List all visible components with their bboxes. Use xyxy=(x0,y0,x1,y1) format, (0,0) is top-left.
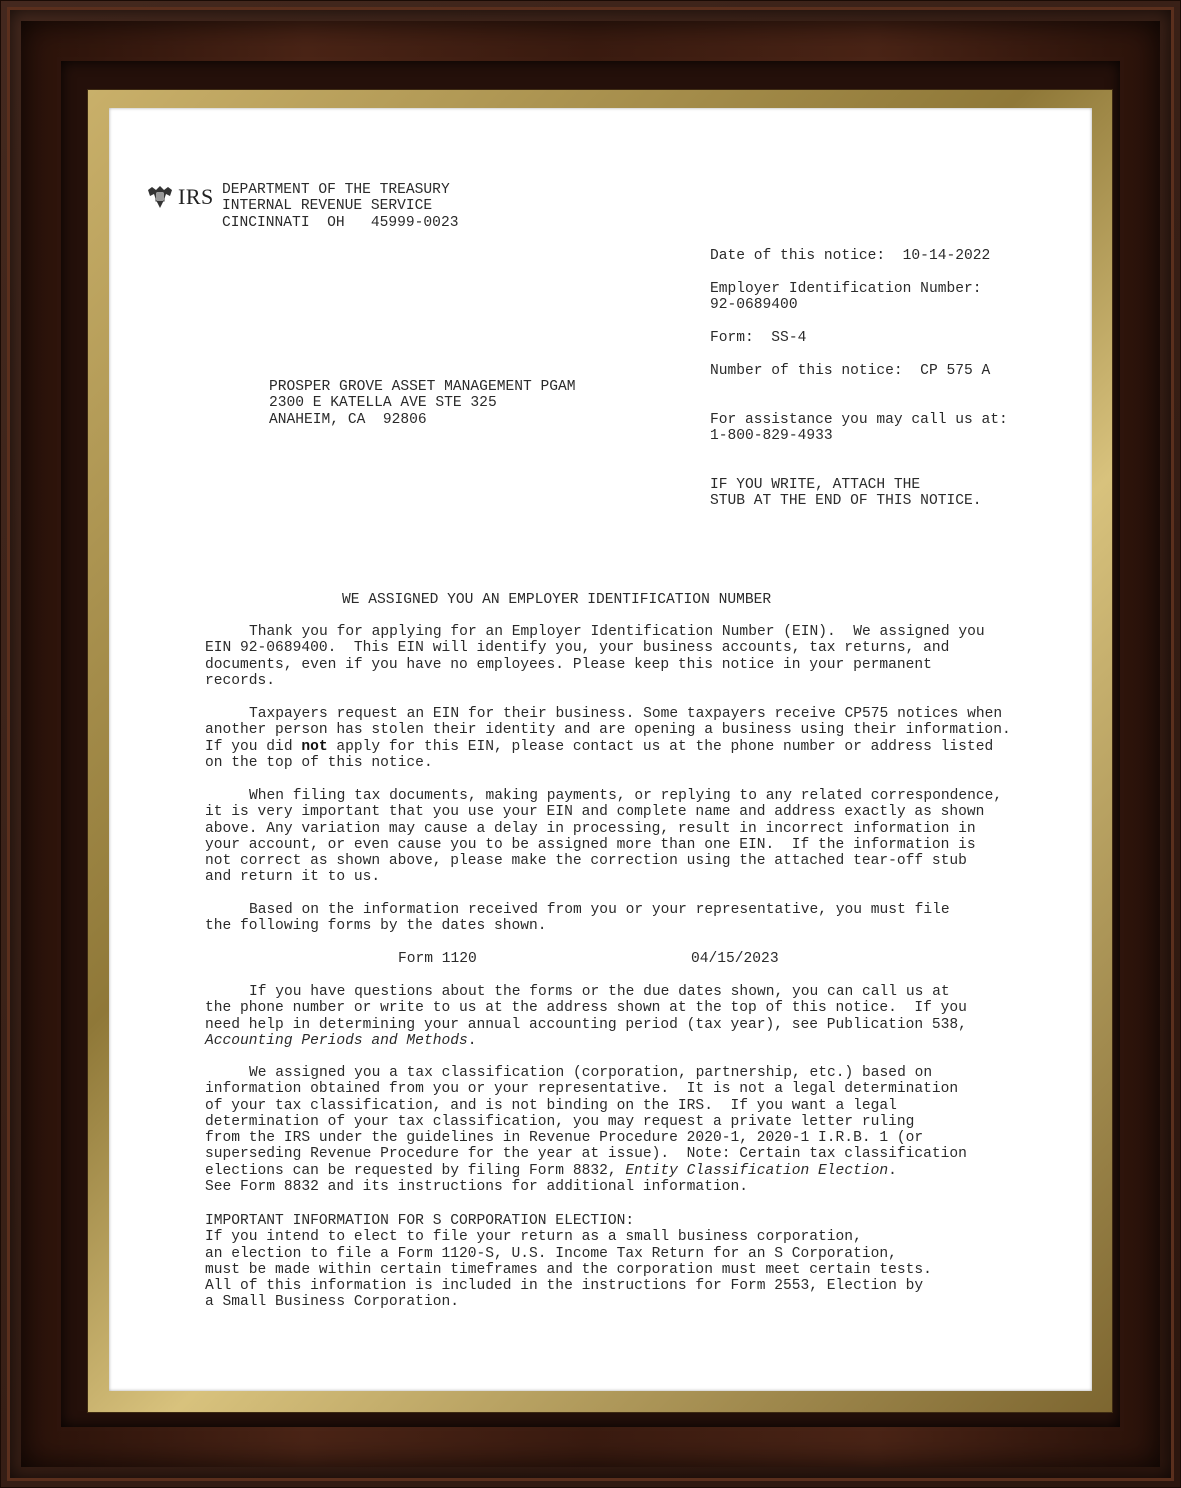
ein-value: 92-0689400 xyxy=(710,297,798,313)
paragraph-s-corp-election: IMPORTANT INFORMATION FOR S CORPORATION ELECTION: If you intend to elect to file your return as a small business corporation, an election to file a Form 1120-S, U.S. Income Tax Return for an S Corporation, must be made within certain timeframes and the corporation must meet certain tests. All of this information is included in the instructions for Form 2553, Election by a Small Business Corporation. xyxy=(205,1213,932,1311)
irs-logo xyxy=(146,184,214,210)
paragraph-filing-docs: When filing tax documents, making payments, or replying to any related correspondence, it is very important that you use your EIN and complete name and address exactly as shown above. Any variation may cause a delay in processing, result in incorrect information in your account, or even cause you to be assigned more than one EIN. If the information is not correct as shown above, please make the correction using the attached tear-off stub and return it to us. xyxy=(205,788,1003,886)
irs-eagle-icon xyxy=(146,184,174,210)
paragraph-thank-you: Thank you for applying for an Employer Identification Number (EIN). We assigned you EIN 92-0689400. This EIN will identify you, your business accounts, tax returns, and documents, even if you have no employees. Please keep this notice in your permanent records. xyxy=(205,624,985,689)
notice-date: Date of this notice: 10-14-2022 xyxy=(710,248,991,264)
assist-label: For assistance you may call us at: xyxy=(710,412,1008,428)
ein-label: Employer Identification Number: xyxy=(710,281,982,297)
paragraph-questions: If you have questions about the forms or the due dates shown, you can call us at the phone number or write to us at the address shown at the top of this notice. If you need help in determining your annual accounting period (tax year), see Publication 538, Accounting Periods and Methods. xyxy=(205,984,967,1049)
agency-address: CINCINNATI OH 45999-0023 xyxy=(222,215,459,231)
letter-heading: WE ASSIGNED YOU AN EMPLOYER IDENTIFICATION NUMBER xyxy=(342,592,772,608)
irs-logo-text: IRS xyxy=(178,184,214,209)
form-line: Form: SS-4 xyxy=(710,330,807,346)
recipient-name: PROSPER GROVE ASSET MANAGEMENT PGAM xyxy=(269,379,576,395)
paragraph-required-forms: Based on the information received from you or your representative, you must file the following forms by the dates shown. xyxy=(205,902,950,935)
assist-phone: 1-800-829-4933 xyxy=(710,428,833,444)
filing-due-date: 04/15/2023 xyxy=(691,951,779,967)
filing-form: Form 1120 xyxy=(398,951,477,967)
recipient-street: 2300 E KATELLA AVE STE 325 xyxy=(269,395,497,411)
recipient-city: ANAHEIM, CA 92806 xyxy=(269,412,427,428)
write-instruction-2: STUB AT THE END OF THIS NOTICE. xyxy=(710,493,982,509)
notice-number: Number of this notice: CP 575 A xyxy=(710,363,991,379)
agency-service: INTERNAL REVENUE SERVICE xyxy=(222,198,433,214)
paragraph-tax-classification: We assigned you a tax classification (corporation, partnership, etc.) based on information obtained from you or your representative. It is not a legal determination of your tax classification, and is not binding on the IRS. If you want a legal determination of your tax classification, you may request a private letter ruling from the IRS under the guidelines in Revenue Procedure 2020-1, 2020-1 I.R.B. 1 (or superseding Revenue Procedure for the year at issue). Note: Certain tax classification elections can be requested by filing Form 8832, Entity Classification Election. See Form 8832 and its instructions for additional information. xyxy=(205,1065,967,1196)
write-instruction-1: IF YOU WRITE, ATTACH THE xyxy=(710,477,921,493)
agency-dept: DEPARTMENT OF THE TREASURY xyxy=(222,182,450,198)
paragraph-identity-theft: Taxpayers request an EIN for their business. Some taxpayers receive CP575 notices when another person has stolen their identity and are opening a business using their information. If you did not apply for this EIN, please contact us at the phone number or address listed on the top of this notice. xyxy=(205,706,1011,771)
